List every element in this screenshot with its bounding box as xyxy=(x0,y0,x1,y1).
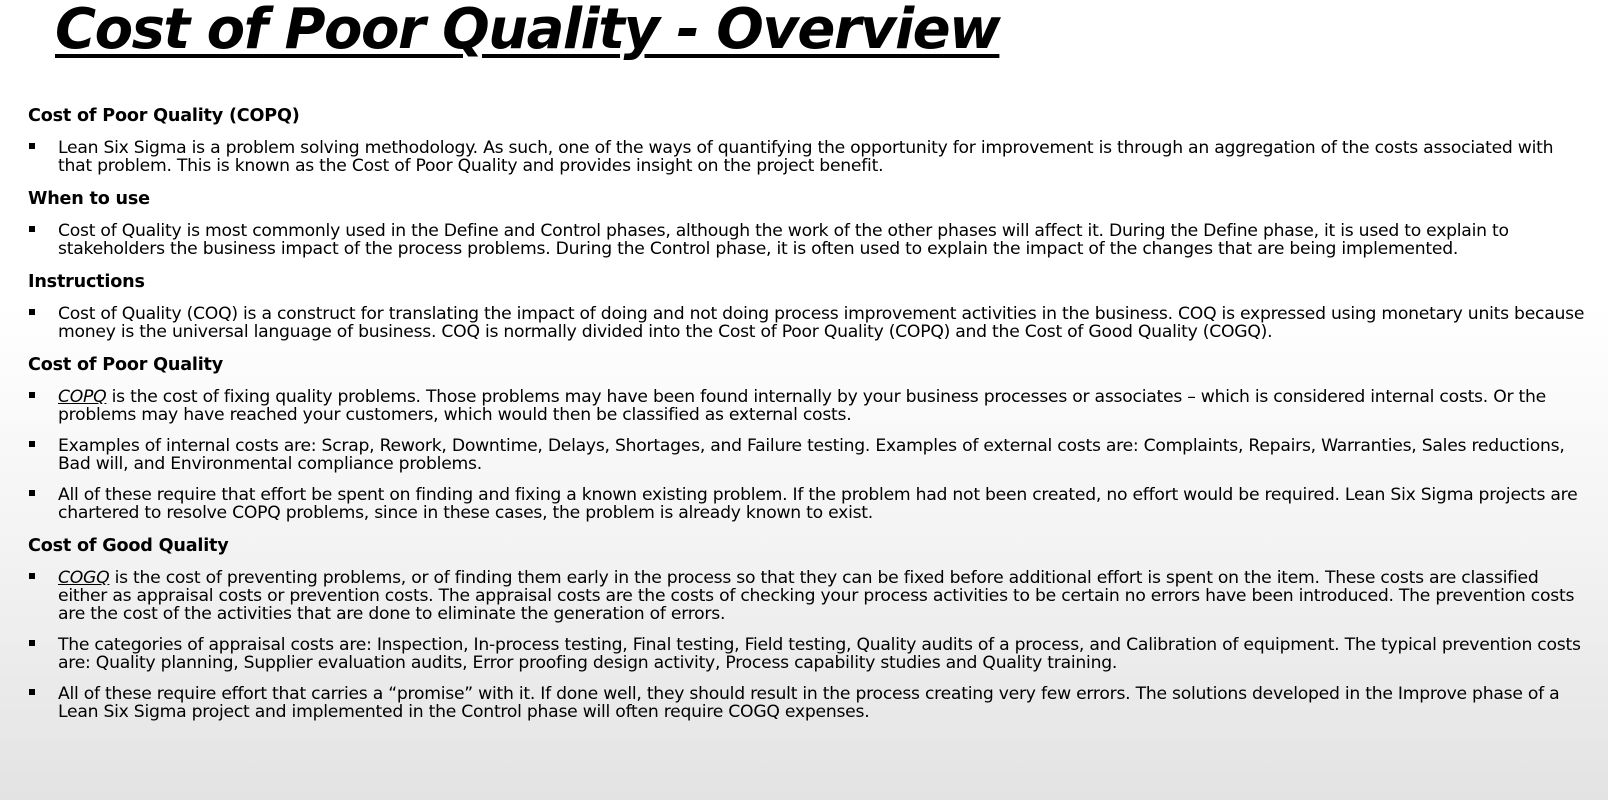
bullet-item xyxy=(28,222,1588,258)
square-bullet-icon xyxy=(29,392,35,398)
section-heading-when-to-use: When to use xyxy=(28,189,150,209)
square-bullet-icon xyxy=(29,689,35,695)
bullet-text: is the cost of preventing problems, or of finding them early in the process so that they can be fixed before additional effort is spent on the item. These costs are classified either as appraisal costs or prevention costs. The appraisal costs are the costs of checking your process activities to be certain no errors have been introduced. The prevention costs are the cost of the activities that are done to eliminate the generation of errors. xyxy=(58,568,1575,624)
slide-title: Cost of Poor Quality - Overview xyxy=(55,0,1000,62)
bullet-item xyxy=(28,139,1588,175)
section-heading-cost-of-poor-quality: Cost of Poor Quality xyxy=(28,355,224,375)
bullet-text: Cost of Quality is most commonly used in the Define and Control phases, although the work of the other phases will affect it. During the Define phase, it is used to explain to stakeholders the business impact of the process problems. During the Control phase, it is often used to explain the impact of the changes that are being implemented. xyxy=(58,221,1509,259)
bullet-text: All of these require effort that carries a “promise” with it. If done well, they should result in the process creating very few errors. The solutions developed in the Improve phase of a Lean Six Sigma project and implemented in the Control phase will often require COGQ expenses. xyxy=(58,684,1560,722)
section-heading-instructions: Instructions xyxy=(28,272,145,292)
slide-content xyxy=(28,106,1588,734)
bullet-item xyxy=(28,305,1588,341)
bullet-item xyxy=(28,388,1588,424)
bullet-item xyxy=(28,486,1588,522)
bullet-item xyxy=(28,636,1588,672)
square-bullet-icon xyxy=(29,441,35,447)
square-bullet-icon xyxy=(29,226,35,232)
bullet-text: is the cost of fixing quality problems. Those problems may have been found internally by your business processes or associates – which is considered internal costs. Or the problems may have reached your customers, which would then be classified as external costs. xyxy=(58,387,1546,425)
square-bullet-icon xyxy=(29,143,35,149)
bullet-text: All of these require that effort be spent on finding and fixing a known existing problem. If the problem had not been created, no effort would be required. Lean Six Sigma projects are chartered to resolve COPQ problems, since in these cases, the problem is already known to exist. xyxy=(58,485,1578,523)
bullet-item xyxy=(28,685,1588,721)
square-bullet-icon xyxy=(29,490,35,496)
section-heading-cost-of-good-quality: Cost of Good Quality xyxy=(28,536,229,556)
term-copq: COPQ xyxy=(58,387,107,407)
bullet-text: Examples of internal costs are: Scrap, Rework, Downtime, Delays, Shortages, and Failure testing. Examples of external costs are: Complaints, Repairs, Warranties, Sales reductions, Bad will, and Environmental compliance problems. xyxy=(58,436,1565,474)
bullet-item xyxy=(28,437,1588,473)
section-heading-copq: Cost of Poor Quality (COPQ) xyxy=(28,106,300,126)
bullet-text: Cost of Quality (COQ) is a construct for translating the impact of doing and not doing process improvement activities in the business. COQ is expressed using monetary units because money is the universal language of business. COQ is normally divided into the Cost of Poor Quality (COPQ) and the Cost of Good Quality (COGQ). xyxy=(58,304,1585,342)
square-bullet-icon xyxy=(29,573,35,579)
bullet-text: The categories of appraisal costs are: Inspection, In-process testing, Final testing, Field testing, Quality audits of a process, and Calibration of equipment. The typical prevention costs are: Quality planning, Supplier evaluation audits, Error proofing design activity, Process capability studies and Quality training. xyxy=(58,635,1581,673)
square-bullet-icon xyxy=(29,640,35,646)
bullet-text: Lean Six Sigma is a problem solving methodology. As such, one of the ways of quantifying the opportunity for improvement is through an aggregation of the costs associated with that problem. This is known as the Cost of Poor Quality and provides insight on the project benefit. xyxy=(58,138,1554,176)
term-cogq: COGQ xyxy=(58,568,110,588)
square-bullet-icon xyxy=(29,309,35,315)
bullet-item xyxy=(28,569,1588,623)
